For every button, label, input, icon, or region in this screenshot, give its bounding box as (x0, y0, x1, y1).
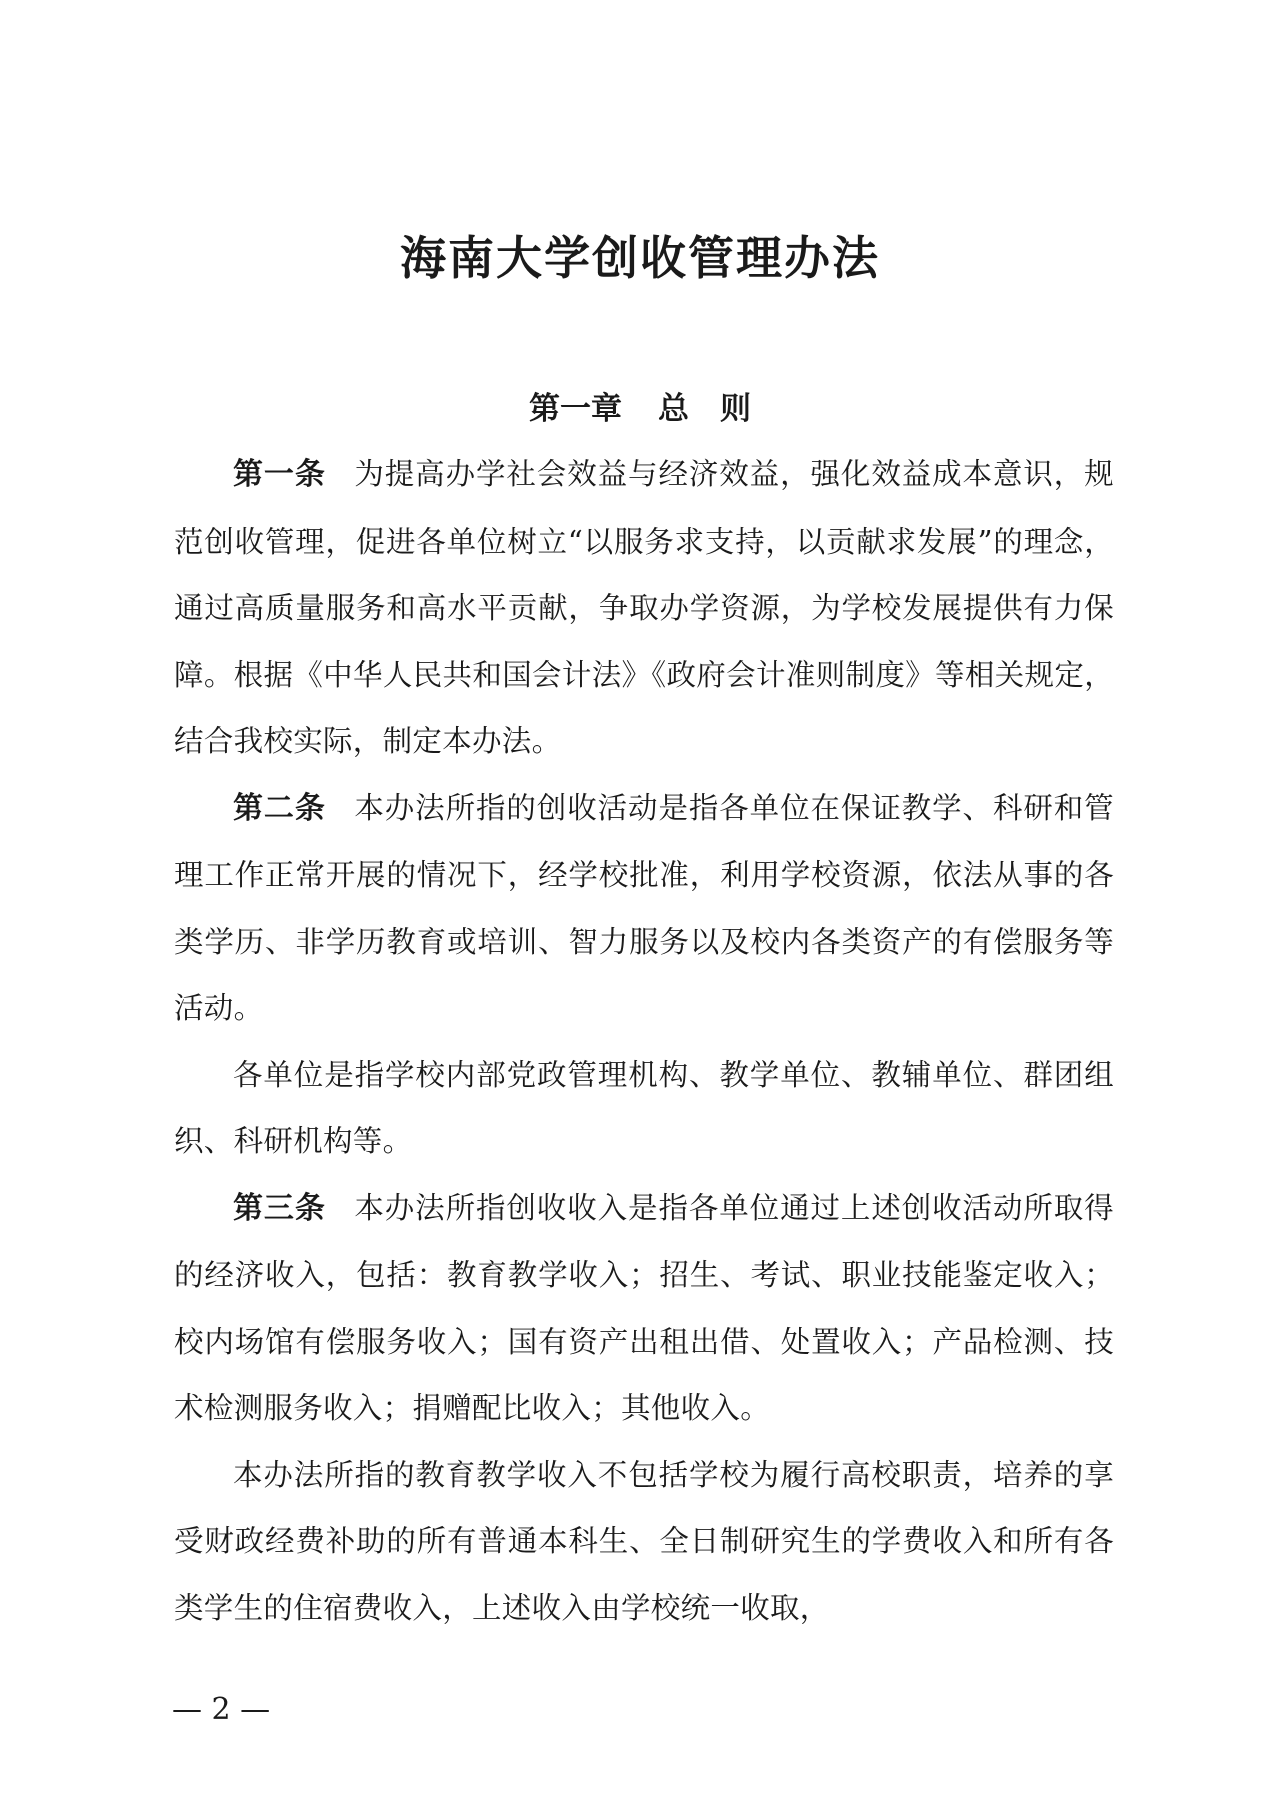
article-1 (174, 441, 1114, 775)
document-body (174, 441, 1114, 1641)
page-number: — 2 — (172, 1692, 271, 1727)
article-3-label: 第三条 (233, 1190, 326, 1226)
article-2-label: 第二条 (233, 790, 326, 826)
article-2-definition-text: 各单位是指学校内部党政管理机构、教学单位、教辅单位、群团组织、科研机构等。 (174, 1057, 1114, 1158)
article-1-text: 为提高办学社会效益与经济效益，强化效益成本意识，规范创收管理，促进各单位树立“以服务求支持，以贡献求发展”的理念，通过高质量服务和高水平贡献，争取办学资源，为学校发展提供有力保障。根据《中华人民共和国会计法》《政府会计准则制度》等相关规定，结合我校实际，制定本办法。 (174, 457, 1114, 758)
chapter-number: 第一章 (529, 391, 622, 427)
chapter-name: 总 则 (658, 391, 751, 427)
chapter-heading (0, 386, 1280, 432)
article-3-clarification (174, 1442, 1114, 1642)
article-3 (174, 1175, 1114, 1442)
article-2-text: 本办法所指的创收活动是指各单位在保证教学、科研和管理工作正常开展的情况下，经学校批准，利用学校资源，依法从事的各类学历、非学历教育或培训、智力服务以及校内各类资产的有偿服务等活动。 (174, 790, 1114, 1025)
article-3-text: 本办法所指创收收入是指各单位通过上述创收活动所取得的经济收入，包括：教育教学收入；招生、考试、职业技能鉴定收入；校内场馆有偿服务收入；国有资产出租出借、处置收入；产品检测、技术检测服务收入；捐赠配比收入；其他收入。 (174, 1190, 1114, 1425)
document-title: 海南大学创收管理办法 (400, 231, 880, 285)
article-1-label: 第一条 (233, 457, 326, 492)
article-3-clarification-text: 本办法所指的教育教学收入不包括学校为履行高校职责，培养的享受财政经费补助的所有普通本科生、全日制研究生的学费收入和所有各类学生的住宿费收入，上述收入由学校统一收取， (174, 1457, 1114, 1625)
article-2 (174, 775, 1114, 1042)
article-2-definition (174, 1042, 1114, 1175)
